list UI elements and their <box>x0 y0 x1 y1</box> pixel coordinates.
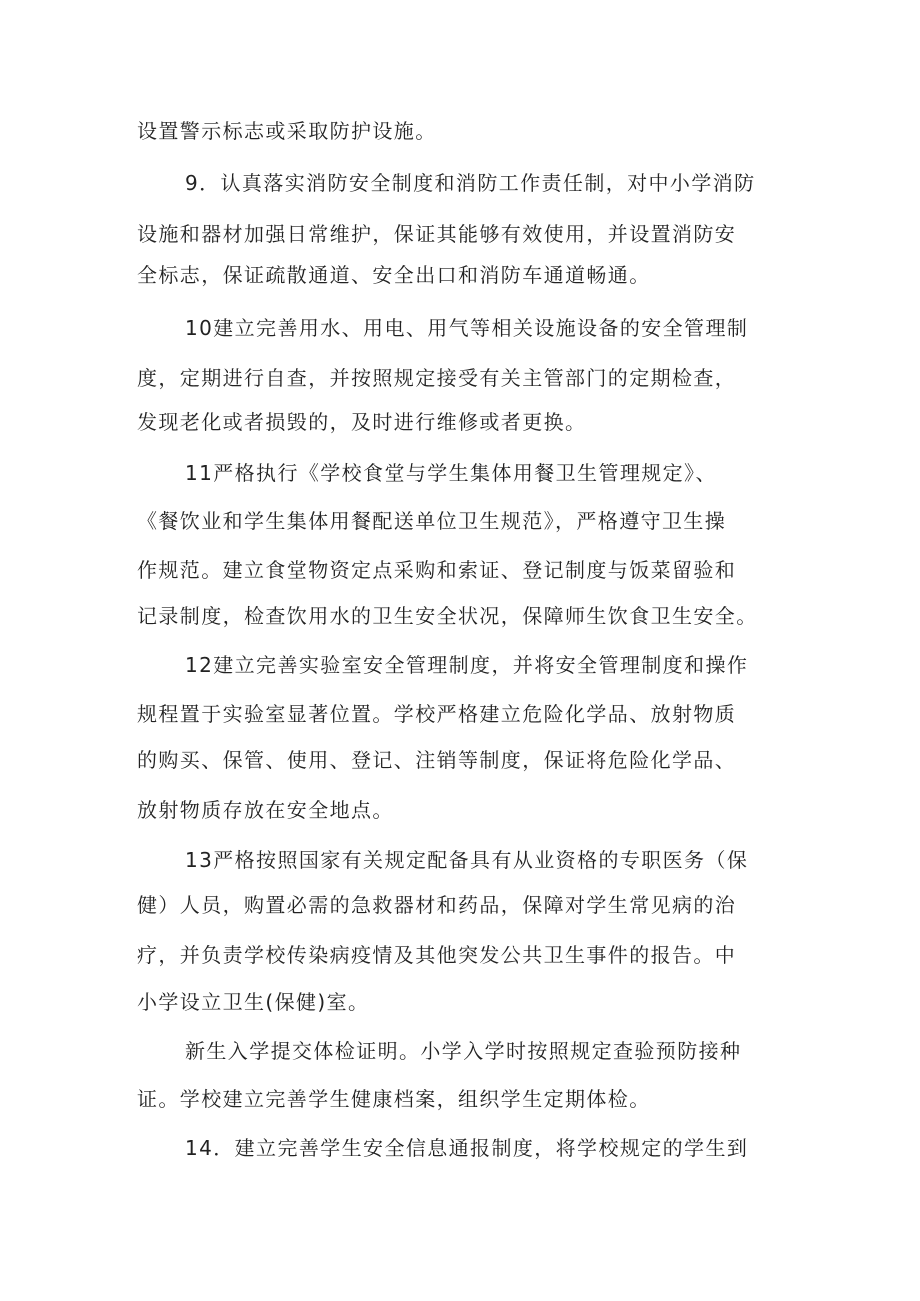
text-line: 发现老化或者损毁的，及时进行维修或者更换。 <box>137 410 587 434</box>
paragraph-first-line: 14．建立完善学生安全信息通报制度，将学校规定的学生到 <box>185 1136 749 1160</box>
text-line: 记录制度，检查饮用水的卫生安全状况，保障师生饮食卫生安全。 <box>137 604 758 628</box>
text-line: 设施和器材加强日常维护，保证其能够有效使用，并设置消防安 <box>137 222 737 246</box>
text-line: 疗，并负责学校传染病疫情及其他突发公共卫生事件的报告。中 <box>137 943 737 967</box>
paragraph-first-line: 9．认真落实消防安全制度和消防工作责任制，对中小学消防 <box>185 171 756 195</box>
text-line: 设置警示标志或采取防护设施。 <box>137 119 437 143</box>
text-line: 《餐饮业和学生集体用餐配送单位卫生规范》，严格遵守卫生操 <box>137 509 727 533</box>
text-line: 健）人员，购置必需的急救器材和药品，保障对学生常见病的治 <box>137 893 737 917</box>
paragraph-first-line: 11严格执行《学校食堂与学生集体用餐卫生管理规定》、 <box>185 461 717 485</box>
text-line: 度，定期进行自查，并按照规定接受有关主管部门的定期检查， <box>137 366 737 390</box>
paragraph-first-line: 12建立完善实验室安全管理制度，并将安全管理制度和操作 <box>185 653 749 677</box>
text-line: 规程置于实验室显著位置。学校严格建立危险化学品、放射物质 <box>137 702 737 726</box>
text-line: 小学设立卫生(保健)室。 <box>137 990 370 1014</box>
text-line: 放射物质存放在安全地点。 <box>137 798 394 822</box>
text-line: 证。学校建立完善学生健康档案，组织学生定期体检。 <box>137 1087 651 1111</box>
text-line: 作规范。建立食堂物资定点采购和索证、登记制度与饭菜留验和 <box>137 558 737 582</box>
paragraph-first-line: 10建立完善用水、用电、用气等相关设施设备的安全管理制 <box>185 316 749 340</box>
text-line: 的购买、保管、使用、登记、注销等制度，保证将危险化学品、 <box>137 748 737 772</box>
text-line: 全标志，保证疏散通道、安全出口和消防车通道畅通。 <box>137 263 651 287</box>
paragraph-first-line: 新生入学提交体检证明。小学入学时按照规定查验预防接种 <box>185 1039 742 1063</box>
paragraph-first-line: 13严格按照国家有关规定配备具有从业资格的专职医务（保 <box>185 848 749 872</box>
